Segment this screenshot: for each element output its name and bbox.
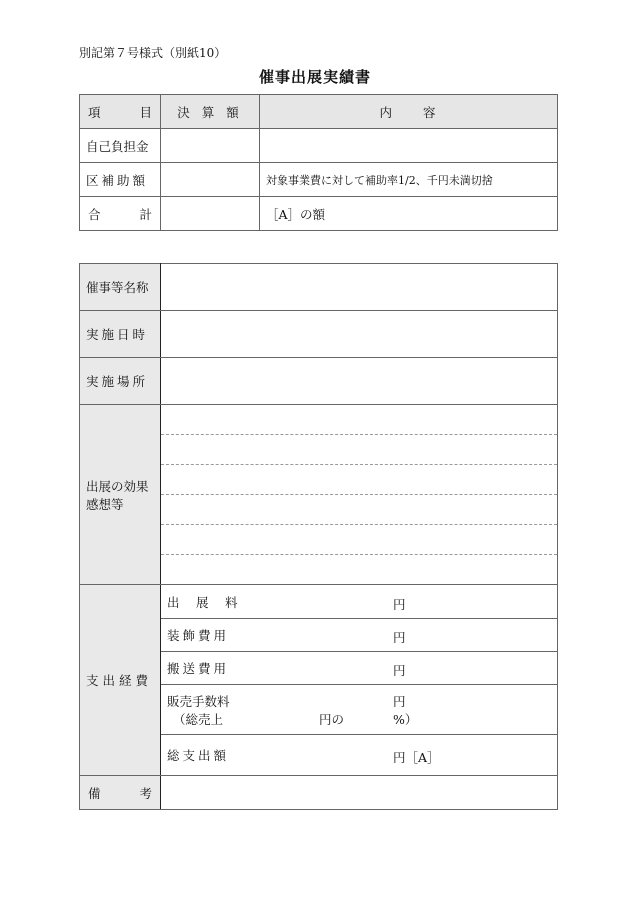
table-row <box>80 129 558 163</box>
venue-field[interactable] <box>161 358 558 405</box>
yen-unit: 円［A］ <box>393 750 440 765</box>
event-date-row <box>80 311 558 358</box>
row-item-label: 合 計 <box>80 197 161 231</box>
venue-row <box>80 358 558 405</box>
ruled-line <box>161 554 557 584</box>
effect-row <box>80 405 558 585</box>
venue-label: 実施場所 <box>80 358 161 405</box>
event-date-field[interactable] <box>161 311 558 358</box>
remarks-row <box>80 776 558 810</box>
header-item: 項 目 <box>80 95 161 129</box>
page-title: 催事出展実績書 <box>258 68 371 86</box>
yen-unit: 円 <box>393 663 406 678</box>
header-content: 内 容 <box>260 95 558 129</box>
table-row <box>80 163 558 197</box>
event-name-row <box>80 264 558 311</box>
form-reference: 別記第７号様式（別紙10） <box>79 46 227 60</box>
report-table <box>79 263 558 810</box>
expense-total-label: 総支出額 <box>167 748 230 763</box>
expense-item-label: 販売手数料 <box>167 694 230 709</box>
event-name-field[interactable] <box>161 264 558 311</box>
expense-item[interactable] <box>161 585 558 619</box>
remarks-label: 備 考 <box>80 776 161 810</box>
table-row <box>80 197 558 231</box>
amount-cell[interactable] <box>161 163 260 197</box>
expense-item[interactable] <box>161 619 558 652</box>
yen-unit: 円 <box>393 630 406 645</box>
percent-label: %） <box>393 712 418 727</box>
effect-label <box>80 405 161 585</box>
expense-item[interactable] <box>161 652 558 685</box>
expense-row <box>80 585 558 619</box>
expense-total[interactable] <box>161 735 558 776</box>
expense-item[interactable] <box>161 685 558 735</box>
ruled-line <box>161 494 557 524</box>
budget-table <box>79 94 558 231</box>
remarks-field[interactable] <box>161 776 558 810</box>
content-cell: 対象事業費に対して補助率1/2、千円未満切捨 <box>260 163 558 197</box>
yen-unit: 円 <box>393 694 406 709</box>
effect-label-line2: 感想等 <box>86 496 124 512</box>
table-header-row <box>80 95 558 129</box>
yen-of-label: 円の <box>319 712 345 727</box>
yen-unit: 円 <box>393 597 406 612</box>
expense-label: 支出経費 <box>80 585 161 776</box>
effect-label-line1: 出展の効果 <box>86 478 149 494</box>
effect-field[interactable] <box>161 405 558 585</box>
ruled-line <box>161 434 557 464</box>
expense-item-label: 搬送費用 <box>167 661 230 676</box>
ruled-line <box>161 464 557 494</box>
row-item-label: 区補助額 <box>80 163 161 197</box>
header-amount: 決 算 額 <box>161 95 260 129</box>
expense-item-label: 装飾費用 <box>167 628 230 643</box>
content-cell[interactable] <box>260 129 558 163</box>
total-sales-label: （総売上 <box>173 712 224 727</box>
content-cell: ［A］の額 <box>260 197 558 231</box>
row-item-label: 自己負担金 <box>80 129 161 163</box>
amount-cell[interactable] <box>161 129 260 163</box>
amount-cell[interactable] <box>161 197 260 231</box>
event-name-label: 催事等名称 <box>80 264 161 311</box>
expense-item-label: 出 展 料 <box>167 594 240 610</box>
ruled-line <box>161 524 557 554</box>
event-date-label: 実施日時 <box>80 311 161 358</box>
ruled-line <box>161 405 557 434</box>
